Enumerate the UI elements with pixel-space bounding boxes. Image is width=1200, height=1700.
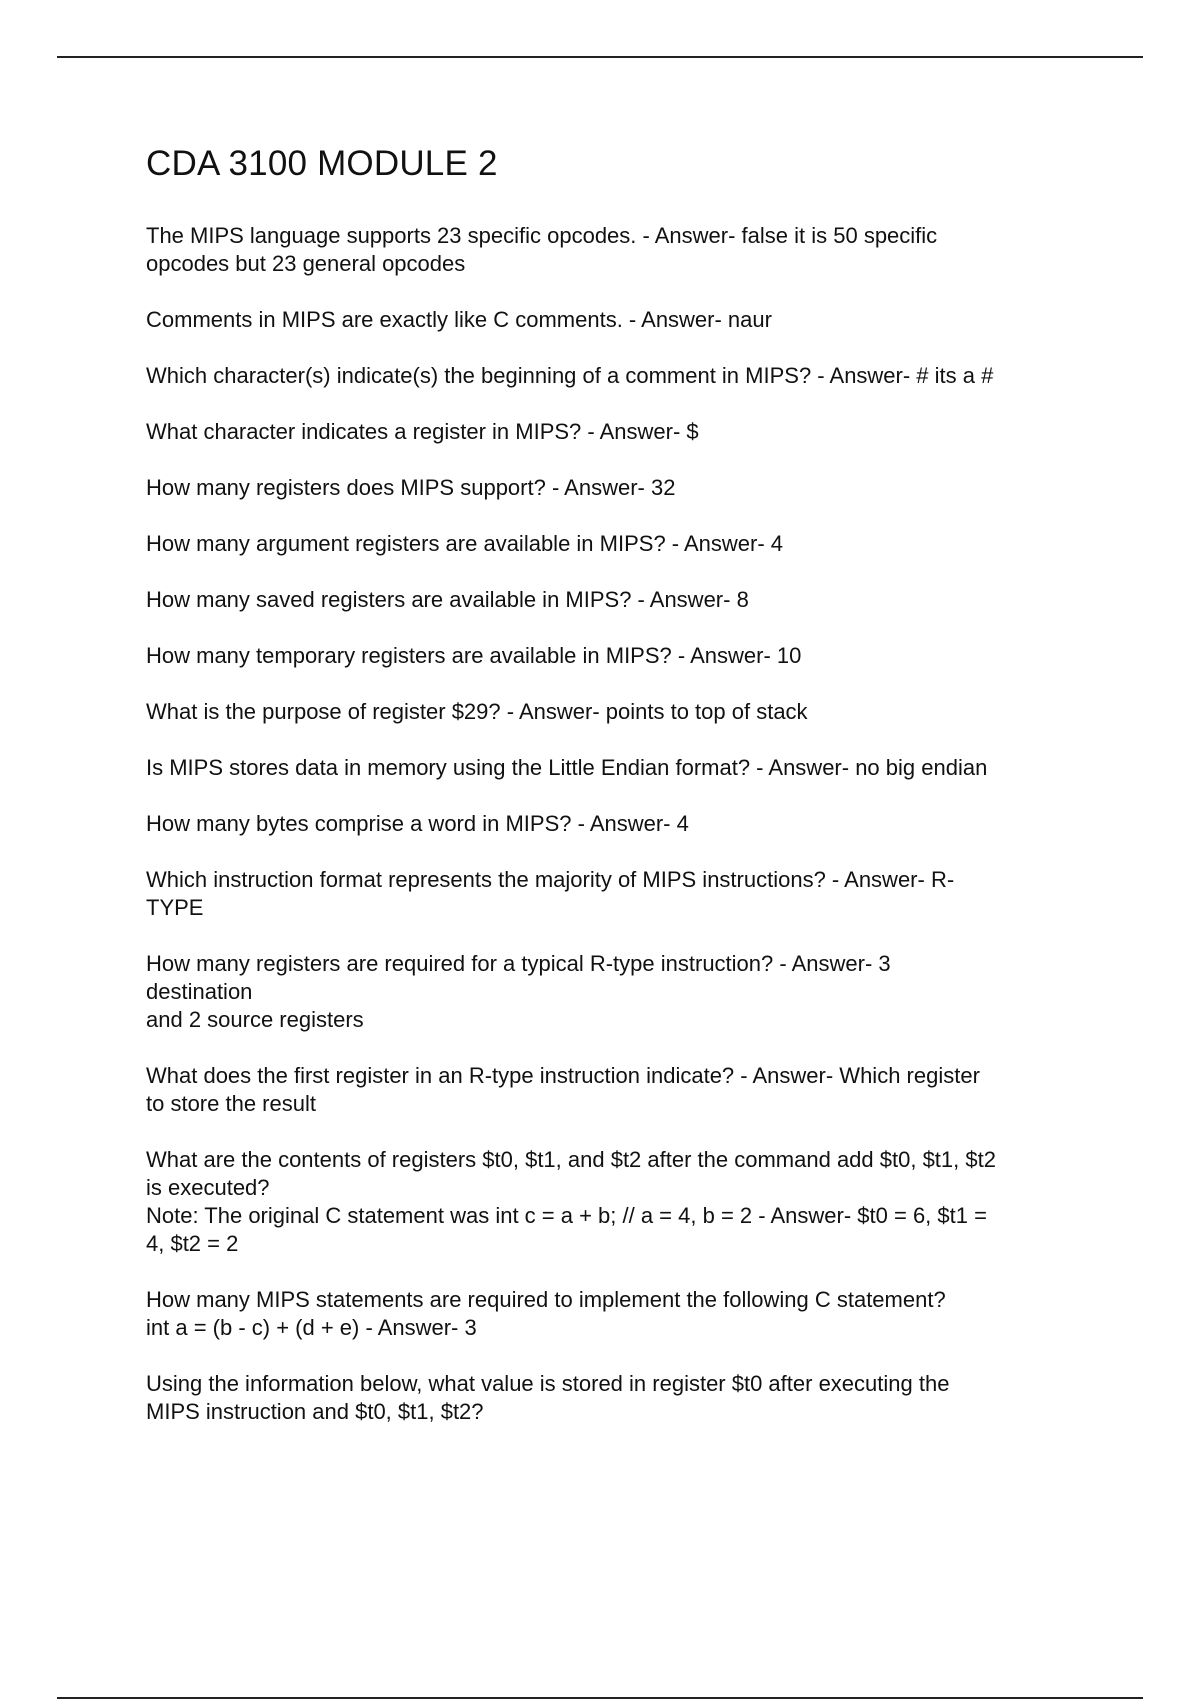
qa-line: and 2 source registers: [146, 1007, 364, 1032]
qa-item: [146, 754, 1086, 782]
qa-line: TYPE: [146, 895, 204, 920]
document-body: [146, 142, 1086, 1454]
qa-line: How many bytes comprise a word in MIPS? - Answer- 4: [146, 811, 689, 836]
qa-line: What is the purpose of register $29? - Answer- points to top of stack: [146, 699, 808, 724]
qa-line: MIPS instruction and $t0, $t1, $t2?: [146, 1399, 484, 1424]
qa-line: int a = (b - c) + (d + e) - Answer- 3: [146, 1315, 477, 1340]
qa-line: opcodes but 23 general opcodes: [146, 251, 466, 276]
qa-item: [146, 586, 1086, 614]
qa-item: [146, 1370, 1086, 1426]
top-rule: [57, 56, 1143, 58]
qa-list: [146, 222, 1086, 1426]
qa-line: Comments in MIPS are exactly like C comments. - Answer- naur: [146, 307, 772, 332]
qa-line: How many registers are required for a typical R-type instruction? - Answer- 3: [146, 951, 891, 976]
bottom-rule: [57, 1697, 1143, 1699]
qa-line: Note: The original C statement was int c = a + b; // a = 4, b = 2 - Answer- $t0 = 6, $t1 =: [146, 1203, 987, 1228]
qa-line: How many saved registers are available in MIPS? - Answer- 8: [146, 587, 749, 612]
qa-line: The MIPS language supports 23 specific opcodes. - Answer- false it is 50 specific: [146, 223, 938, 248]
qa-line: Is MIPS stores data in memory using the Little Endian format? - Answer- no big endian: [146, 755, 988, 780]
qa-item: [146, 810, 1086, 838]
qa-item: [146, 530, 1086, 558]
qa-item: [146, 222, 1086, 278]
qa-line: 4, $t2 = 2: [146, 1231, 239, 1256]
qa-item: [146, 698, 1086, 726]
qa-item: [146, 362, 1086, 390]
qa-item: [146, 866, 1086, 922]
qa-line: Which instruction format represents the majority of MIPS instructions? - Answer- R-: [146, 867, 955, 892]
qa-item: [146, 642, 1086, 670]
qa-line: What character indicates a register in MIPS? - Answer- $: [146, 419, 699, 444]
qa-line: What does the first register in an R-type instruction indicate? - Answer- Which register: [146, 1063, 980, 1088]
qa-item: [146, 1286, 1086, 1342]
qa-item: [146, 950, 1086, 1034]
qa-item: [146, 1146, 1086, 1258]
qa-line: destination: [146, 979, 253, 1004]
qa-line: Which character(s) indicate(s) the beginning of a comment in MIPS? - Answer- # its a #: [146, 363, 994, 388]
qa-line: Using the information below, what value is stored in register $t0 after executing the: [146, 1371, 950, 1396]
document-title: CDA 3100 MODULE 2: [146, 144, 498, 183]
qa-item: [146, 306, 1086, 334]
qa-line: How many temporary registers are available in MIPS? - Answer- 10: [146, 643, 802, 668]
qa-line: How many MIPS statements are required to implement the following C statement?: [146, 1287, 946, 1312]
qa-item: [146, 418, 1086, 446]
qa-line: What are the contents of registers $t0, $t1, and $t2 after the command add $t0, $t1, $t2: [146, 1147, 996, 1172]
qa-item: [146, 474, 1086, 502]
qa-line: How many argument registers are available in MIPS? - Answer- 4: [146, 531, 784, 556]
qa-line: to store the result: [146, 1091, 316, 1116]
qa-line: How many registers does MIPS support? - Answer- 32: [146, 475, 676, 500]
qa-item: [146, 1062, 1086, 1118]
qa-line: is executed?: [146, 1175, 270, 1200]
